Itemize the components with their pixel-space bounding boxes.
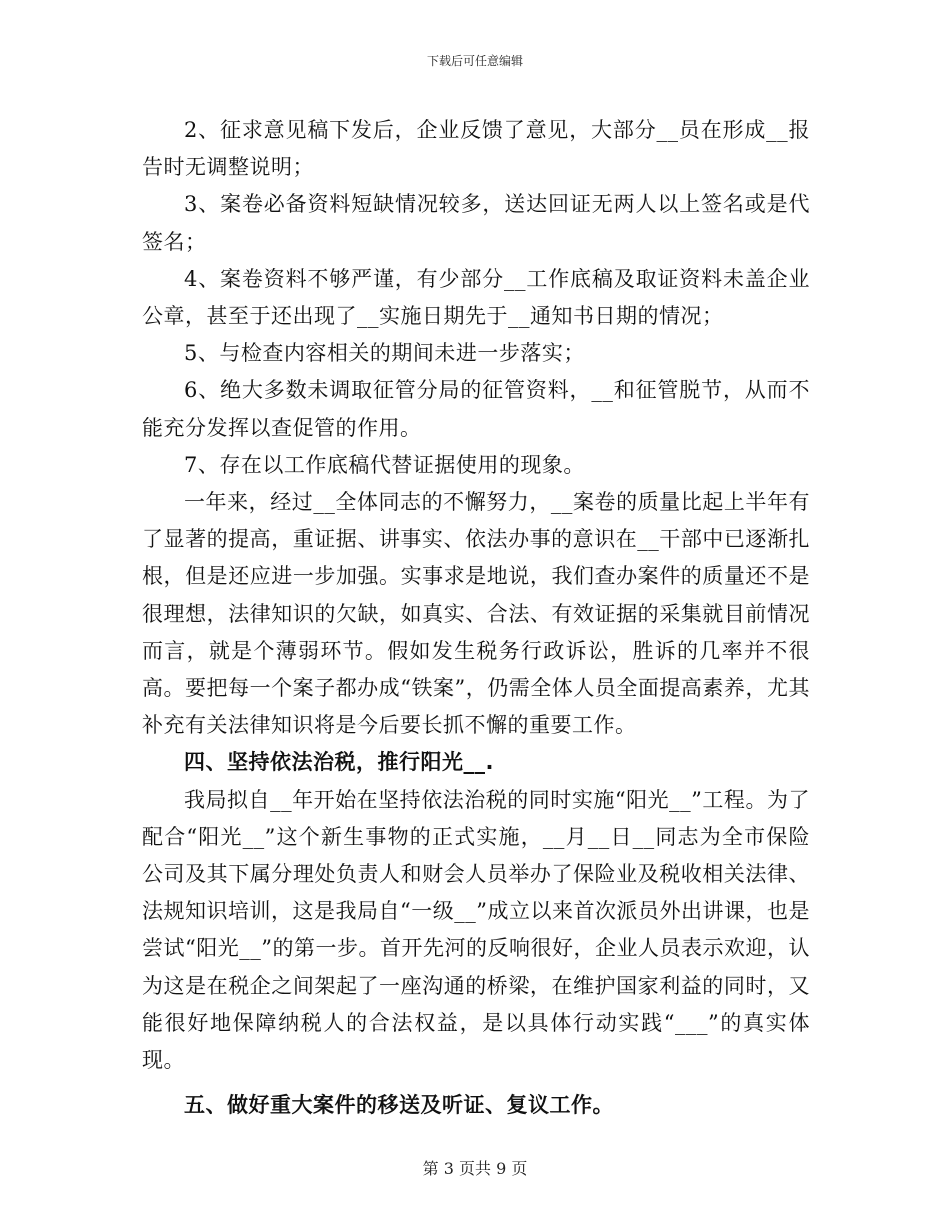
paragraph-item-4: 4、案卷资料不够严谨，有少部分__工作底稿及取证资料未盖企业公章，甚至于还出现了__实施日期先于__通知书日期的情况；	[142, 266, 810, 329]
paragraph-item-3: 3、案卷必备资料短缺情况较多，送达回证无两人以上签名或是代签名；	[142, 192, 810, 254]
paragraph-section-4: 我局拟自__年开始在坚持依法治税的同时实施“阳光__”工程。为了配合“阳光__”这个新生事物的正式实施，__月__日__同志为全市保险公司及其下属分理处负责人和财会人员举办了保险业及税收相关法律、法规知识培训，这是我局自“一级__”成立以来首次派员外出讲课，也是尝试“阳光__”的第一步。首开先河的反响很好，企业人员表示欢迎，认为这是在税企之间架起了一座沟通的桥梁，在维护国家利益的同时，又能很好地保障纳税人的合法权益，是以具体行动实践“___”的真实体现。	[142, 787, 810, 1073]
paragraph-item-7: 7、存在以工作底稿代替证据使用的现象。	[184, 452, 585, 477]
document-body	[142, 112, 810, 1124]
section-heading-4: 四、坚持依法治税，推行阳光__.	[184, 750, 494, 775]
paragraph-summary: 一年来，经过__全体同志的不懈努力，__案卷的质量比起上半年有了显著的提高，重证据、讲事实、依法办事的意识在__干部中已逐渐扎根，但是还应进一步加强。实事求是地说，我们查办案件的质量还不是很理想，法律知识的欠缺，如真实、合法、有效证据的采集就目前情况而言，就是个薄弱环节。假如发生税务行政诉讼，胜诉的几率并不很高。要把每一个案子都办成“铁案”，仍需全体人员全面提高素养，尤其补充有关法律知识将是今后要长抓不懈的重要工作。	[142, 490, 810, 738]
paragraph-item-6: 6、绝大多数未调取征管分局的征管资料，__和征管脱节，从而不能充分发挥以查促管的作用。	[142, 378, 810, 440]
paragraph-item-5: 5、与检查内容相关的期间未进一步落实；	[184, 341, 585, 366]
section-heading-5: 五、做好重大案件的移送及听证、复议工作。	[184, 1093, 614, 1118]
page-footer: 第 3 页共 9 页	[422, 1159, 528, 1178]
paragraph-item-2: 2、征求意见稿下发后，企业反馈了意见，大部分__员在形成__报告时无调整说明；	[142, 118, 810, 180]
page-header: 下载后可任意编辑	[426, 54, 523, 68]
